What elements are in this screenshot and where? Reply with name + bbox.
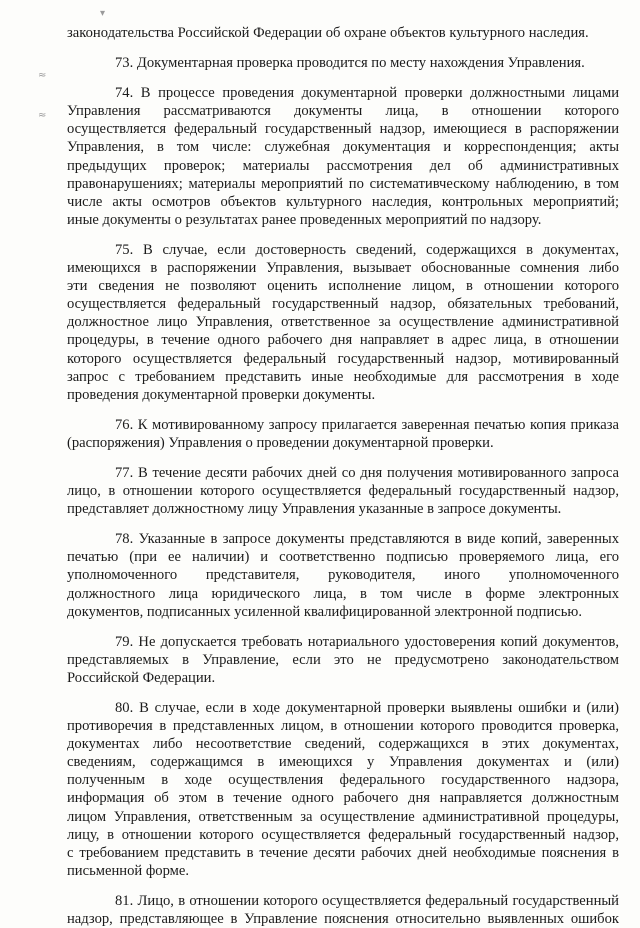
paragraph-gap xyxy=(67,621,619,633)
text-line: документов, подписанных усиленной квалифицированной электронной подписью. xyxy=(67,603,582,620)
text-line: лицо, в отношении которого осуществляется федеральный государственный надзор, xyxy=(67,483,619,500)
text-line: надзор, представляющее в Управление пояснения относительно выявленных ошибок xyxy=(67,911,619,928)
text-line: проведения документарной проверки документы. xyxy=(67,386,376,403)
text-line: 73. Документарная проверка проводится по месту нахождения Управления. xyxy=(115,55,585,72)
paragraph-gap xyxy=(67,687,619,699)
text-line: 76. К мотивированному запросу прилагается заверенная печатью копия приказа xyxy=(115,416,619,433)
text-line: с требованием представить в течение десяти рабочих дней необходимые пояснения в xyxy=(67,844,619,861)
text-line: лицу, в отношении которого осуществляется федеральный государственный надзор, xyxy=(67,826,619,843)
text-line: представляемых в Управление, если это не предусмотрено законодательством xyxy=(67,651,619,668)
text-line: документах либо несоответствие сведений, содержащихся в этих документах, xyxy=(67,736,619,753)
text-line: 77. В течение десяти рабочих дней со дня получения мотивированного запроса xyxy=(115,464,619,481)
margin-mark: ≈ xyxy=(38,110,47,121)
text-line: информация об этом в течение одного рабочего дня направляется должностным xyxy=(67,790,619,807)
paragraph-gap xyxy=(67,229,619,241)
text-line: Российской Федерации. xyxy=(67,669,216,686)
text-line: уполномоченного представителя, руководителя, иного уполномоченного xyxy=(67,567,619,584)
text-line: запрос с требованием представить иные необходимые для рассмотрения в ходе xyxy=(67,368,619,385)
text-line: предыдущих проверок; материалы рассмотрения дел об административных xyxy=(67,157,619,174)
text-line: 78. Указанные в запросе документы представляются в виде копий, заверенных xyxy=(115,531,619,548)
text-line: эти сведения не позволяют оценить исполнение лицом, в отношении которого xyxy=(67,278,619,295)
paragraph-gap xyxy=(67,452,619,464)
text-line: осуществляется федеральный государственный надзор, имеющиеся в распоряжении xyxy=(67,121,619,138)
text-line: которого осуществляется федеральный государственный надзор, мотивированный xyxy=(67,350,619,367)
text-line: имеющихся в распоряжении Управления, вызывает обоснованные сомнения либо xyxy=(67,260,619,277)
text-line: осуществляется федеральный государственный надзор, обязательных требований, xyxy=(67,296,619,313)
text-line: числе акты осмотров объектов культурного наследия, контрольных мероприятий; xyxy=(67,193,619,210)
text-line: 74. В процессе проведения документарной проверки должностными лицами xyxy=(115,85,619,102)
paragraph-gap xyxy=(67,518,619,530)
text-line: 75. В случае, если достоверность сведений, содержащихся в документах, xyxy=(115,241,619,258)
text-line: законодательства Российской Федерации об охране объектов культурного наследия. xyxy=(67,25,589,41)
text-line: печатью (при ее наличии) и соответственно подписью проверяемого лица, его xyxy=(67,549,619,566)
text-line: сведениям, содержащимся в имеющихся у Управления документах и (или) xyxy=(67,754,619,771)
text-line: правонарушениях; материалы мероприятий по системативческому наблюдению, в том xyxy=(67,175,619,192)
margin-mark: ▾ xyxy=(100,8,106,19)
document-page xyxy=(67,24,619,928)
text-line: (распоряжения) Управления о проведении документарной проверки. xyxy=(67,434,494,451)
text-line: письменной форме. xyxy=(67,862,190,879)
paragraph-gap xyxy=(67,404,619,416)
paragraph-gap xyxy=(67,880,619,892)
text-line: 80. В случае, если в ходе документарной проверки выявлены ошибки и (или) xyxy=(115,700,619,716)
margin-mark: ≈ xyxy=(38,70,47,81)
text-line: процедуры, в течение одного рабочего дня направляет в адрес лица, в отношении xyxy=(67,332,619,349)
text-line: полученным в ходе осуществления федерального государственного надзора, xyxy=(67,772,619,789)
text-line: представляет должностному лицу Управления указанные в запросе документы. xyxy=(67,501,562,518)
paragraph-gap xyxy=(67,42,619,54)
text-line: лицом Управления, ответственным за осуществление административной процедуры, xyxy=(67,808,619,825)
text-line: 79. Не допускается требовать нотариального удостоверения копий документов, xyxy=(115,633,619,650)
text-line: должностное лицо Управления, ответственное за осуществление административной xyxy=(67,314,619,331)
text-line: иные документы о результатах ранее проведенных мероприятий по надзору. xyxy=(67,211,542,228)
text-line: Управления, в том числе: служебная документация и корреспонденция; акты xyxy=(67,139,619,156)
text-line: Управления рассматриваются документы лица, в отношении которого xyxy=(67,103,619,120)
paragraph-gap xyxy=(67,72,619,84)
text-line: 81. Лицо, в отношении которого осуществляется федеральный государственный xyxy=(115,892,619,909)
text-line: должностного лица юридического лица, в том числе в форме электронных xyxy=(67,585,619,602)
text-line: противоречия в представленных лицом, в отношении которого проводится проверка, xyxy=(67,718,619,735)
